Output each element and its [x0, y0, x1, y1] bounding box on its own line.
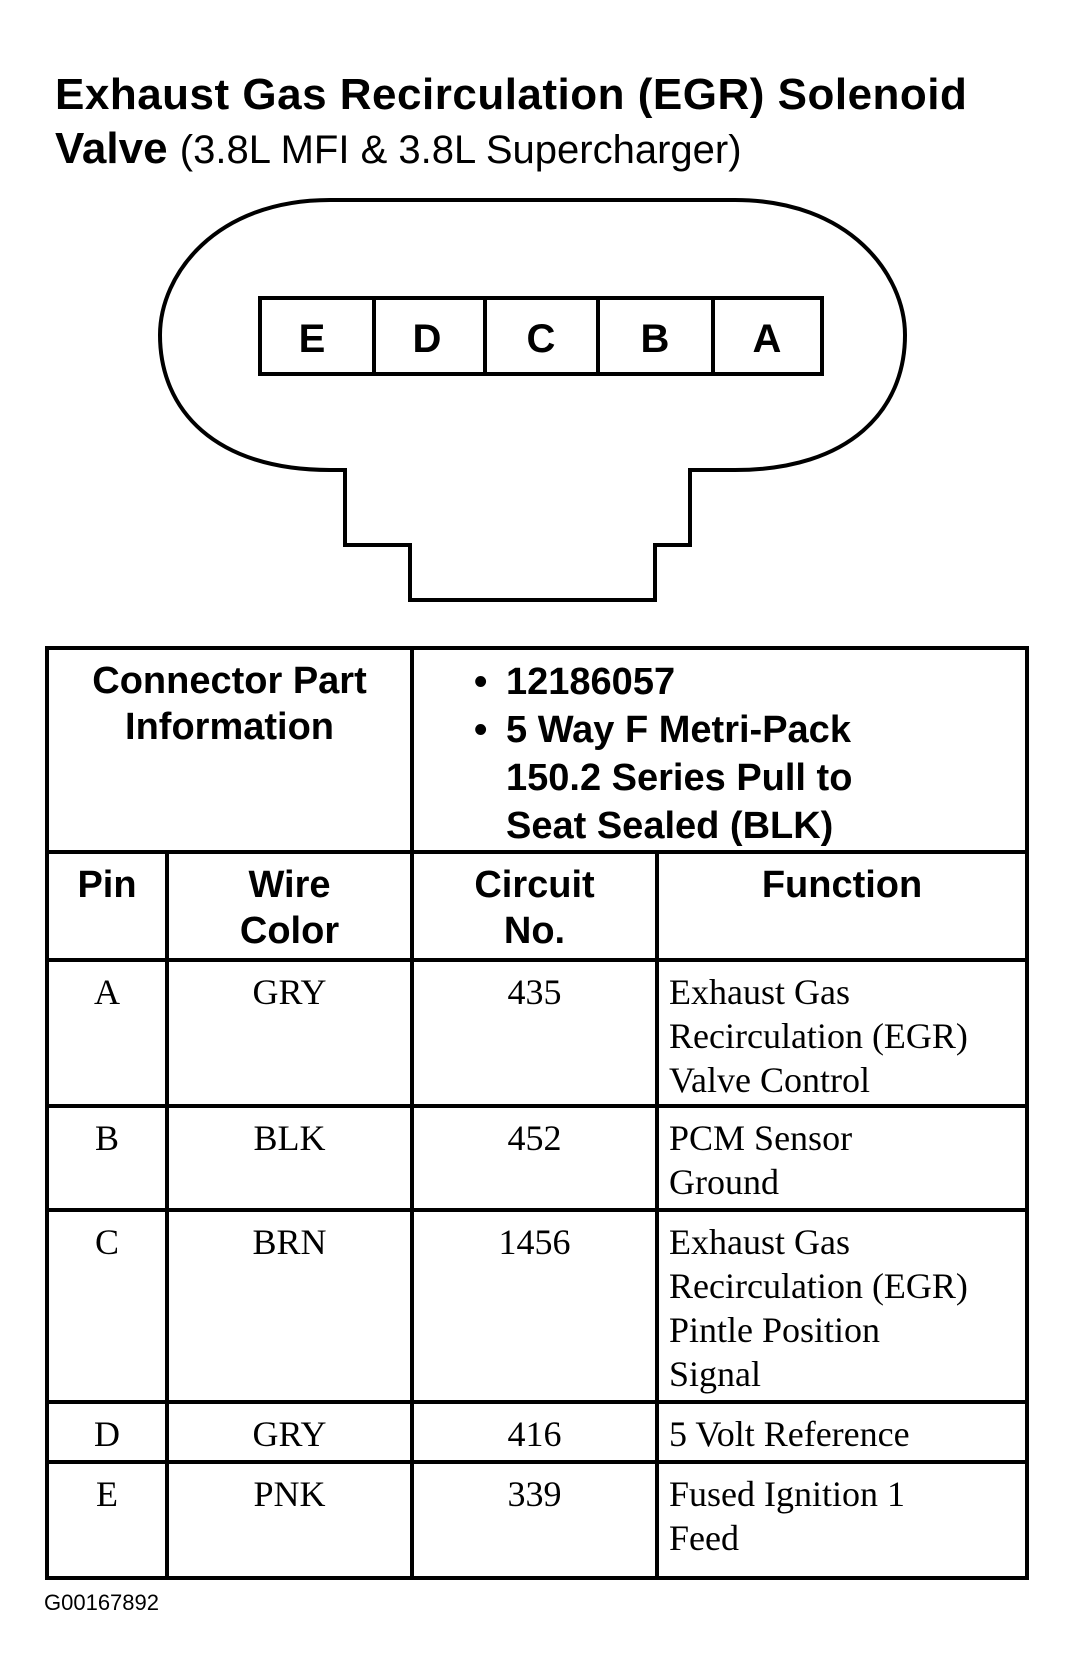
part-info-label	[47, 648, 412, 852]
title-line-1: Exhaust Gas Recirculation (EGR) Solenoid	[55, 70, 968, 119]
table-row	[47, 1402, 1027, 1462]
wire-color-cell: GRY	[167, 1402, 412, 1462]
connector-housing-outline	[160, 200, 905, 600]
part-info-label-line-1: Connector Part	[92, 660, 367, 702]
circuit-cell: 435	[412, 960, 657, 1106]
header-circuit-line-2: No.	[503, 910, 566, 952]
header-function: Function	[657, 852, 1027, 960]
part-info-label-line-2: Information	[125, 706, 334, 748]
part-number: • 12186057	[474, 658, 1025, 706]
circuit-cell: 452	[412, 1106, 657, 1210]
pin-cavity-d: D	[412, 317, 442, 361]
function-line: Pintle Position	[669, 1310, 881, 1350]
function-line: 5 Volt Reference	[669, 1414, 910, 1454]
header-wire-line-1: Wire	[248, 864, 331, 906]
function-line: Ground	[669, 1162, 780, 1202]
pin-cell: C	[47, 1210, 167, 1402]
pin-cell: E	[47, 1462, 167, 1578]
part-description-line-2: 150.2 Series Pull to	[506, 757, 853, 799]
pin-cavity-c: C	[526, 317, 556, 361]
column-header-row	[47, 852, 1027, 960]
circuit-cell: 1456	[412, 1210, 657, 1402]
function-cell	[657, 1106, 1027, 1210]
header-circuit-line-1: Circuit	[474, 864, 595, 906]
header-wire-color	[167, 852, 412, 960]
circuit-cell: 416	[412, 1402, 657, 1462]
pin-cavity-a: A	[752, 317, 782, 361]
connector-face-diagram	[0, 0, 1067, 640]
function-line: Feed	[669, 1518, 739, 1558]
function-cell	[657, 1210, 1027, 1402]
table-row	[47, 1210, 1027, 1402]
function-cell	[657, 960, 1027, 1106]
function-line: PCM Sensor	[669, 1118, 853, 1158]
function-cell	[657, 1402, 1027, 1462]
pin-cavity-e: E	[298, 317, 326, 361]
part-info-details	[412, 648, 1027, 852]
function-line: Valve Control	[669, 1060, 870, 1100]
pinout-table	[45, 646, 1029, 1580]
figure-id: G00167892	[44, 1590, 159, 1615]
function-line: Exhaust Gas	[669, 1222, 850, 1262]
part-description-line-3: Seat Sealed (BLK)	[506, 805, 834, 847]
header-wire-line-2: Color	[239, 910, 340, 952]
wire-color-cell: BLK	[167, 1106, 412, 1210]
pin-cell: D	[47, 1402, 167, 1462]
function-line: Fused Ignition 1	[669, 1474, 906, 1514]
function-line: Signal	[669, 1354, 762, 1394]
table-row	[47, 1462, 1027, 1578]
function-line: Exhaust Gas	[669, 972, 850, 1012]
table-row	[47, 960, 1027, 1106]
part-description-line-1: • 5 Way F Metri-Pack	[474, 706, 1025, 754]
pin-cell: B	[47, 1106, 167, 1210]
header-circuit-no	[412, 852, 657, 960]
circuit-cell: 339	[412, 1462, 657, 1578]
wire-color-cell: GRY	[167, 960, 412, 1106]
function-line: Recirculation (EGR)	[669, 1016, 968, 1056]
function-line: Recirculation (EGR)	[669, 1266, 968, 1306]
table-row	[47, 1106, 1027, 1210]
wire-color-cell: PNK	[167, 1462, 412, 1578]
title-engine-variant: (3.8L MFI & 3.8L Supercharger)	[179, 128, 742, 172]
title-valve: Valve	[55, 124, 168, 173]
wire-color-cell: BRN	[167, 1210, 412, 1402]
part-info-row	[47, 648, 1027, 852]
pin-cell: A	[47, 960, 167, 1106]
header-pin: Pin	[47, 852, 167, 960]
pin-cavity-b: B	[640, 317, 670, 361]
function-cell	[657, 1462, 1027, 1578]
